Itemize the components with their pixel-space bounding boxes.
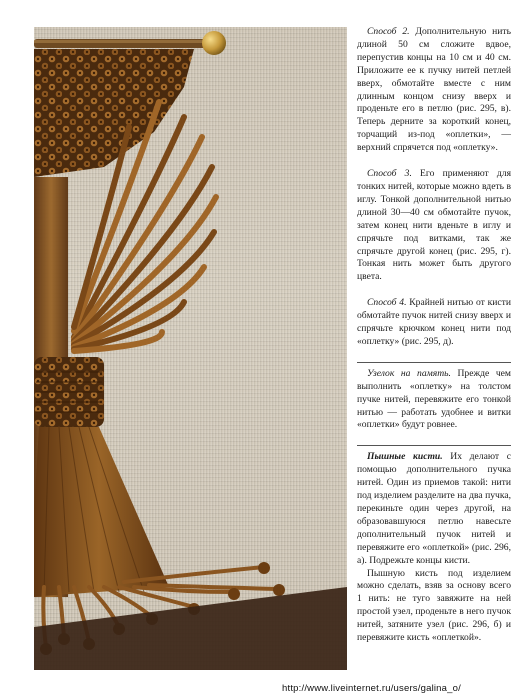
paragraph-method-2 [357,26,511,155]
paragraph-body: Пышную кисть под изделием можно сделать, взяв за основу всего 1 нить: не туго завяжите на ней простой узел, проденьте в него пучок нитей, затяните узел (рис. 296, б) и перевяжите кисть «оплеткой». [357,567,511,644]
paragraph-lead: Способ 4. [367,297,407,309]
knotted-mesh [34,49,194,177]
paragraph-lead: Способ 3. [367,168,412,180]
paragraph-lead: Узелок на память. [367,367,451,379]
section-divider [357,445,511,446]
paragraph-body: Дополнительную нить длиной 50 см сложите вдвое, перепустив концы на 10 см и 40 см. Приложите ее к пучку нитей петлей вверх, обмотайте вместе с ним длинным концом снизу вверх и проденьте его в петлю (рис. 295, в). Теперь дерните за короткий конец, торчащий из-под «оплетки», — верхний спрячется под «оплетку». [357,26,512,154]
source-url[interactable]: http://www.liveinternet.ru/users/galina_o/ [282,683,461,694]
paragraph-fluffy-tassels [357,451,511,567]
paragraph-memory-tip [357,368,511,433]
paragraph-lead: Пышные кисти. [367,451,443,463]
paragraph-body: Крайней нитью от кисти обмотайте пучок нитей снизу вверх и спрячьте крючком конец нити под «оплетку» (рис. 295, д). [357,297,511,347]
paragraph-method-3 [357,168,511,284]
rod-end-ball [202,31,226,55]
table-surface [34,587,347,670]
macrame-illustration [34,27,347,670]
instruction-text-column [357,26,511,658]
paragraph-body: Его применяют для тонких нитей, которые можно вдеть в иглу. Тонкой дополнительной нитью длиной 30—40 см обмотайте пучок, затем конец нити вденьте в иглу и спрячьте под витками, так же спрячьте другой конец (рис. 295, г). Тонкая нить может быть другого цвета. [357,168,511,283]
paragraph-body: Их делают с помощью дополнительного пучка нитей. Один из приемов такой: нити под изделием разделите на два пучка, перекиньте один через другой, на образовавшуюся петлю навесьте дополнительный пучок нитей и перевяжите его «оплеткой» (рис. 296, а). Подрежьте концы кисти. [357,451,511,566]
paragraph-lead: Способ 2. [367,26,410,37]
paragraph-fluffy-tassel-single-thread [357,568,511,645]
section-divider [357,362,511,363]
tassel [34,427,169,597]
paragraph-method-4 [357,297,511,349]
macrame-photo [34,27,347,670]
paragraph-body: Прежде чем выполнить «оплетку» на толстом пучке нитей, перевяжите его тонкой нитью — работать удобнее и витки «оплетки» будут ровнее. [357,367,511,431]
